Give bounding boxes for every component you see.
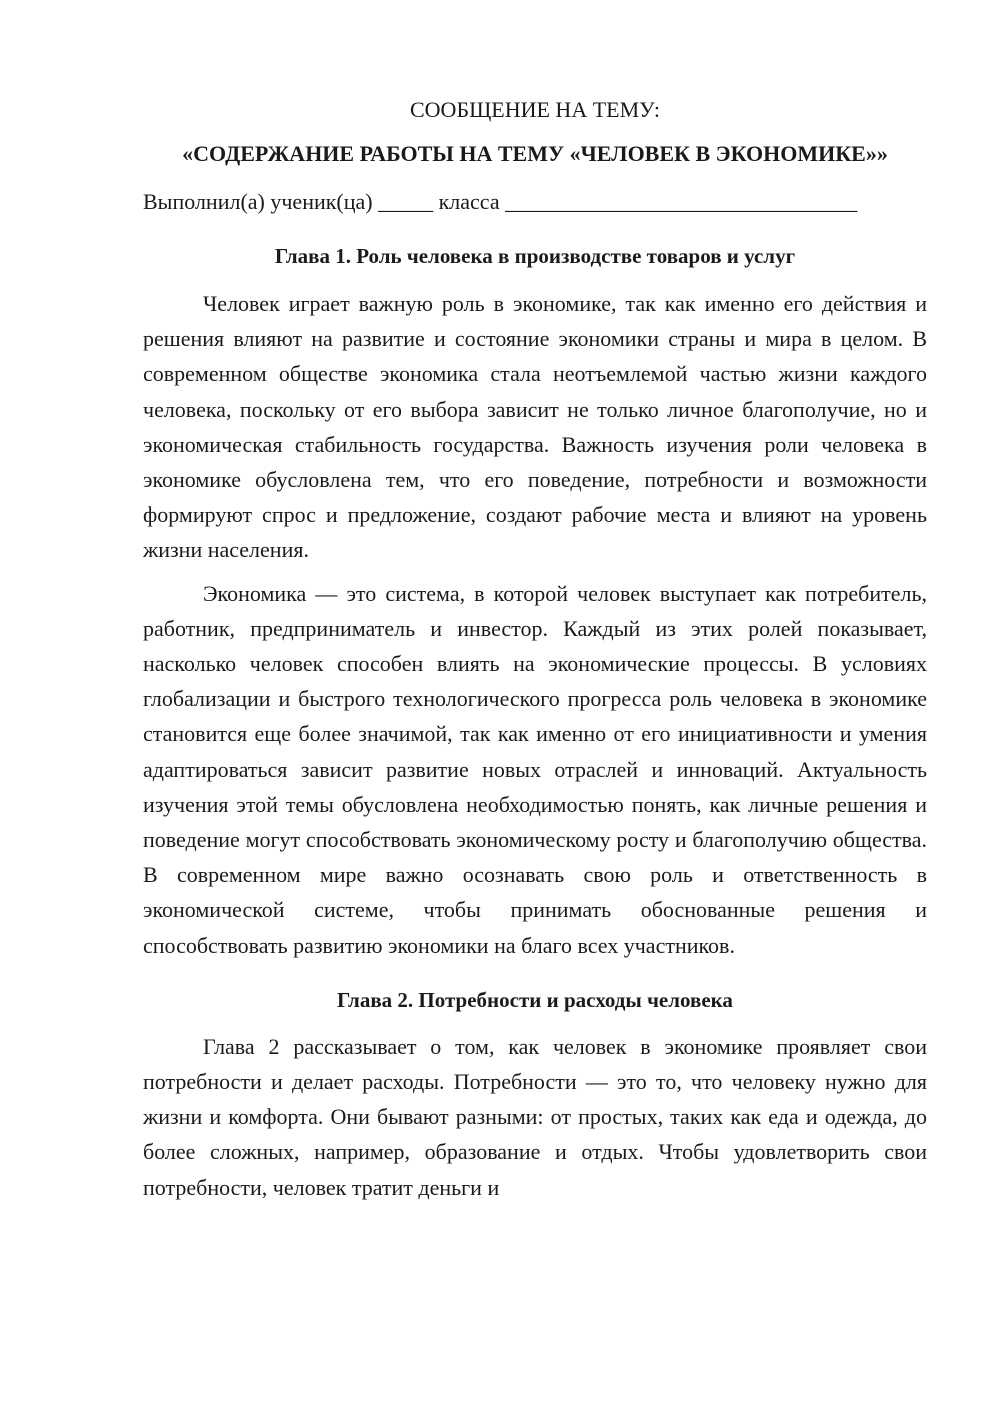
document-title-line2: «СОДЕРЖАНИЕ РАБОТЫ НА ТЕМУ «ЧЕЛОВЕК В ЭКОНОМИКЕ»» bbox=[182, 141, 888, 166]
chapter-1-paragraph-1: Человек играет важную роль в экономике, так как именно его действия и решения влияют на развитие и состояние экономики страны и мира в целом. В современном обществе экономика стала неотъемлемой частью жизни каждого человека, поскольку от его выбора зависит не только личное благополучие, но и экономическая стабильность государства. Важность изучения роли человека в экономике обусловлена тем, что его поведение, потребности и возможности формируют спрос и предложение, создают рабочие места и влияют на уровень жизни населения. bbox=[143, 291, 927, 563]
document-page bbox=[143, 95, 927, 1205]
chapter-2-heading: Глава 2. Потребности и расходы человека bbox=[337, 987, 733, 1012]
chapter-1-paragraph-2: Экономика — это система, в которой человек выступает как потребитель, работник, предприниматель и инвестор. Каждый из этих ролей показывает, насколько человек способен влиять на экономические процессы. В условиях глобализации и быстрого технологического прогресса роль человека в экономике становится еще более значимой, так как именно от его инициативности и умения адаптироваться зависит развитие новых отраслей и инноваций. Актуальность изучения этой темы обусловлена необходимостью понять, как личные решения и поведение могут способствовать экономическому росту и благополучию общества. В современном мире важно осознавать свою роль и ответственность в экономической системе, чтобы принимать обоснованные решения и способствовать развитию экономики на благо всех участников. bbox=[143, 580, 927, 958]
document-title-line1: СООБЩЕНИЕ НА ТЕМУ: bbox=[410, 97, 660, 122]
chapter-1-heading: Глава 1. Роль человека в производстве товаров и услуг bbox=[274, 244, 796, 268]
author-line: Выполнил(а) ученик(ца) _____ класса ________________________________ bbox=[143, 189, 858, 214]
chapter-2-paragraph-1: Глава 2 рассказывает о том, как человек в экономике проявляет свои потребности и делает расходы. Потребности — это то, что человеку нужно для жизни и комфорта. Они бывают разными: от простых, таких как еда и одежда, до более сложных, например, образование и отдых. Чтобы удовлетворить свои потребности, человек тратит деньги и bbox=[143, 1033, 927, 1200]
